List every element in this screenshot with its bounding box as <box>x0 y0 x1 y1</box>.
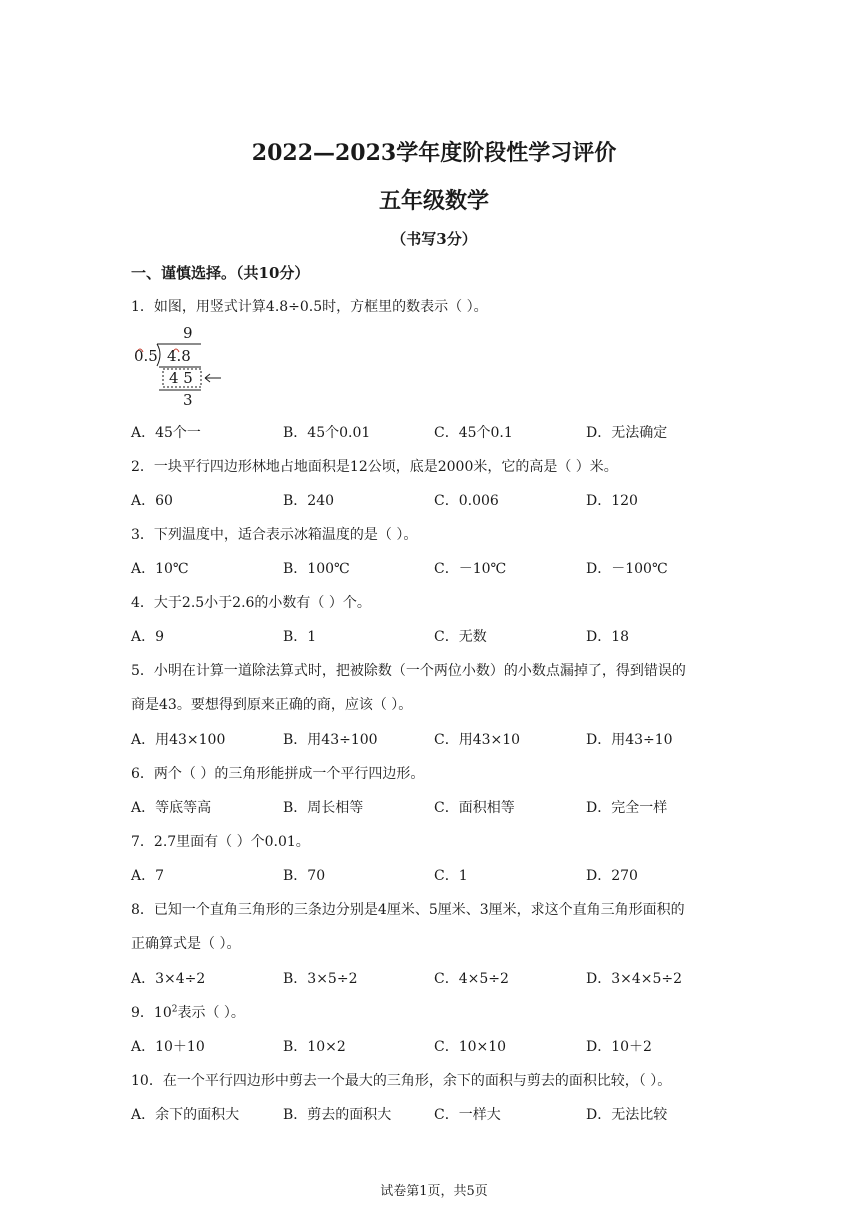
page-footer: 试卷第1页，共5页 <box>380 1184 488 1199</box>
q7-option-a: A．7 <box>131 868 165 884</box>
long-division-figure <box>131 322 251 410</box>
q6-option-d: D．完全一样 <box>586 800 668 816</box>
q2-option-c: C．0.006 <box>434 493 499 509</box>
q9-stem-post: 表示（ ）。 <box>177 1005 245 1021</box>
q7-option-c: C．1 <box>434 868 468 884</box>
remainder: 3 <box>183 391 193 409</box>
q1-option-c: C．45个0.1 <box>434 425 513 441</box>
q7-option-b: B．70 <box>283 868 326 884</box>
q3-option-c: C．－10℃ <box>434 561 507 577</box>
q1-option-d: D．无法确定 <box>586 425 668 441</box>
q9-option-a: A．10＋10 <box>131 1039 205 1055</box>
q2-option-d: D．120 <box>586 493 638 509</box>
q10-option-c: C．一样大 <box>434 1107 501 1123</box>
q5-option-b: B．用43÷100 <box>283 732 378 748</box>
question-6-stem: 6．两个（ ）的三角形能拼成一个平行四边形。 <box>131 766 425 782</box>
q6-option-c: C．面积相等 <box>434 800 515 816</box>
question-9-stem <box>131 1002 245 1022</box>
q4-option-d: D．18 <box>586 629 630 645</box>
q6-option-a: A．等底等高 <box>131 800 212 816</box>
q8-option-c: C．4×5÷2 <box>434 971 509 987</box>
divisor: 0.5 <box>134 347 158 365</box>
q9-exponent: 2 <box>171 1004 178 1015</box>
exam-subtitle: 五年级数学 <box>378 188 489 214</box>
q9-option-b: B．10×2 <box>283 1039 346 1055</box>
q7-option-d: D．270 <box>586 868 638 884</box>
exam-title: 2022—2023学年度阶段性学习评价 <box>251 140 617 166</box>
q6-option-b: B．周长相等 <box>283 800 364 816</box>
q1-option-b: B．45个0.01 <box>283 425 371 441</box>
q9-option-c: C．10×10 <box>434 1039 507 1055</box>
q9-option-d: D．10＋2 <box>586 1039 652 1055</box>
quotient: 9 <box>183 324 193 342</box>
q4-option-c: C．无数 <box>434 629 487 645</box>
question-8-stem-line2: 正确算式是（ ）。 <box>131 936 241 952</box>
question-3-stem: 3．下列温度中，适合表示冰箱温度的是（ ）。 <box>131 527 418 543</box>
question-4-stem: 4．大于2.5小于2.6的小数有（ ）个。 <box>131 595 371 611</box>
q10-option-b: B．剪去的面积大 <box>283 1107 392 1123</box>
q8-option-d: D．3×4×5÷2 <box>586 971 683 987</box>
q3-option-b: B．100℃ <box>283 561 350 577</box>
question-10-stem: 10．在一个平行四边形中剪去一个最大的三角形，余下的面积与剪去的面积比较，（ ）。 <box>131 1073 672 1089</box>
q9-stem-pre: 9．10 <box>131 1005 172 1021</box>
q4-option-a: A．9 <box>131 629 165 645</box>
question-2-stem: 2．一块平行四边形林地占地面积是12公顷，底是2000米，它的高是（ ）米。 <box>131 459 618 475</box>
question-7-stem: 7．2.7里面有（ ）个0.01。 <box>131 834 310 850</box>
q5-option-d: D．用43÷10 <box>586 732 673 748</box>
handwriting-note: （书写3分） <box>391 230 477 248</box>
q10-option-a: A．余下的面积大 <box>131 1107 240 1123</box>
section-heading: 一、谨慎选择。（共10分） <box>131 264 310 282</box>
question-5-stem-line2: 商是43。要想得到原来正确的商，应该（ ）。 <box>131 697 413 713</box>
q5-option-c: C．用43×10 <box>434 732 521 748</box>
q2-option-b: B．240 <box>283 493 335 509</box>
q8-option-b: B．3×5÷2 <box>283 971 358 987</box>
q10-option-d: D．无法比较 <box>586 1107 668 1123</box>
q3-option-d: D．－100℃ <box>586 561 668 577</box>
question-5-stem-line1: 5．小明在计算一道除法算式时，把被除数（一个两位小数）的小数点漏掉了，得到错误的 <box>131 663 686 679</box>
dividend: 4.8 <box>167 347 191 365</box>
question-8-stem-line1: 8．已知一个直角三角形的三条边分别是4厘米、5厘米、3厘米，求这个直角三角形面积的 <box>131 902 685 918</box>
q2-option-a: A．60 <box>131 493 173 509</box>
q8-option-a: A．3×4÷2 <box>131 971 206 987</box>
q3-option-a: A．10℃ <box>131 561 189 577</box>
question-1-stem: 1．如图，用竖式计算4.8÷0.5时，方框里的数表示（ ）。 <box>131 299 488 315</box>
q4-option-b: B．1 <box>283 629 317 645</box>
q1-option-a: A．45个一 <box>131 425 201 441</box>
boxed-product: 4 5 <box>169 369 193 387</box>
q5-option-a: A．用43×100 <box>131 732 226 748</box>
